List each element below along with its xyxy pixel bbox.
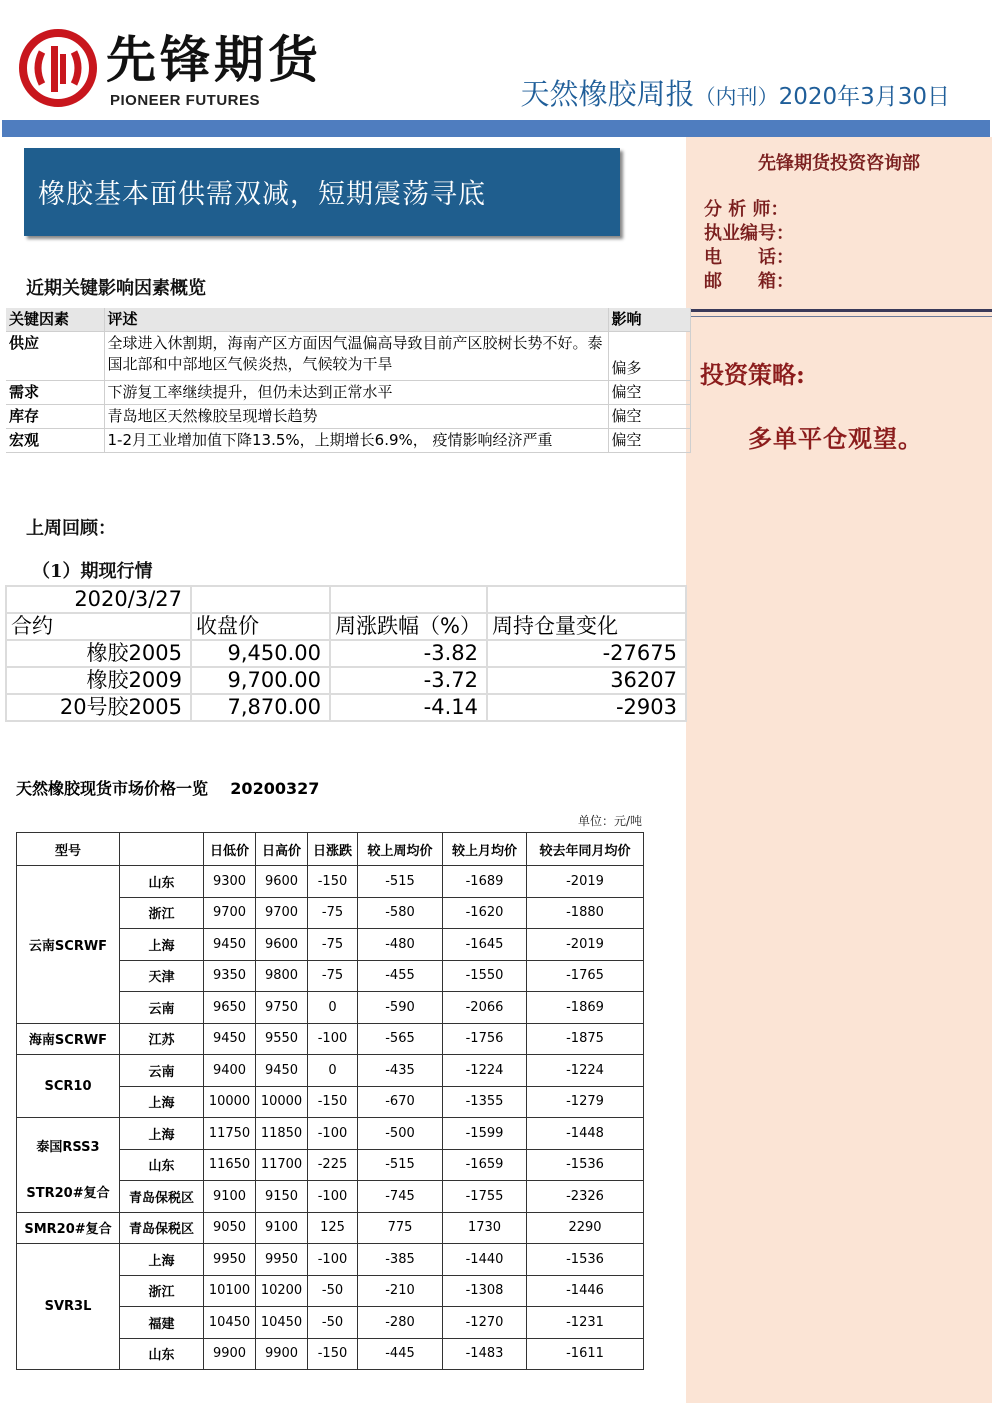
futures-table bbox=[5, 585, 687, 722]
vs-last-month: -1659 bbox=[443, 1149, 527, 1181]
daily-change: -75 bbox=[308, 929, 358, 961]
spot-price-table bbox=[16, 832, 644, 1370]
low-price: 9900 bbox=[204, 1338, 256, 1370]
low-price: 9450 bbox=[204, 929, 256, 961]
contract-name: 橡胶2005 bbox=[6, 640, 191, 667]
report-title bbox=[521, 72, 950, 113]
region: 浙江 bbox=[120, 1275, 204, 1307]
vs-last-month: -1355 bbox=[443, 1086, 527, 1118]
vs-last-week: -590 bbox=[358, 992, 443, 1024]
vs-last-month: -1308 bbox=[443, 1275, 527, 1307]
factor-row-macro bbox=[6, 429, 690, 453]
futures-date: 2020/3/27 bbox=[6, 586, 191, 613]
vs-last-month: -1645 bbox=[443, 929, 527, 961]
model-name: SCR10 bbox=[17, 1055, 120, 1118]
factors-header-row bbox=[6, 308, 690, 332]
low-price: 11650 bbox=[204, 1149, 256, 1181]
region: 云南 bbox=[120, 1055, 204, 1087]
high-price: 11700 bbox=[256, 1149, 308, 1181]
futures-date-row bbox=[6, 586, 686, 613]
vs-last-week: -580 bbox=[358, 897, 443, 929]
email-label: 邮 箱： bbox=[704, 271, 794, 292]
vs-last-week: -745 bbox=[358, 1181, 443, 1213]
brand-name-en: PIONEER FUTURES bbox=[110, 92, 261, 109]
daily-change: -100 bbox=[308, 1181, 358, 1213]
vs-last-week: -210 bbox=[358, 1275, 443, 1307]
region: 青岛保税区 bbox=[120, 1212, 204, 1244]
vs-last-month: -1440 bbox=[443, 1244, 527, 1276]
region: 天津 bbox=[120, 960, 204, 992]
high-price: 9450 bbox=[256, 1055, 308, 1087]
high-price: 9600 bbox=[256, 866, 308, 898]
model-cell-rss3-str20 bbox=[17, 1118, 120, 1213]
oi-change: -2903 bbox=[487, 694, 686, 721]
vs-last-year: -1611 bbox=[527, 1338, 644, 1370]
daily-change: -225 bbox=[308, 1149, 358, 1181]
spot-title-date: 20200327 bbox=[230, 779, 320, 798]
vs-last-month: -1620 bbox=[443, 897, 527, 929]
model-name: STR20#复合 bbox=[26, 1186, 110, 1201]
review-title: 上周回顾： bbox=[26, 518, 116, 539]
high-price: 10000 bbox=[256, 1086, 308, 1118]
futures-header-change: 周涨跌幅（%） bbox=[330, 613, 487, 640]
low-price: 9700 bbox=[204, 897, 256, 929]
vs-last-month: -1483 bbox=[443, 1338, 527, 1370]
region: 江苏 bbox=[120, 1023, 204, 1055]
spot-header-vs-week: 较上周均价 bbox=[358, 833, 443, 866]
vs-last-year: -1875 bbox=[527, 1023, 644, 1055]
report-title-main: 天然橡胶周报 bbox=[520, 77, 695, 111]
contract-name: 橡胶2009 bbox=[6, 667, 191, 694]
model-name: 海南SCRWF bbox=[17, 1023, 120, 1055]
vs-last-week: -515 bbox=[358, 866, 443, 898]
low-price: 9300 bbox=[204, 866, 256, 898]
factors-table bbox=[6, 308, 691, 453]
report-date: 2020年3月30日 bbox=[778, 84, 950, 110]
model-name: SVR3L bbox=[17, 1244, 120, 1370]
factor-row-supply bbox=[6, 332, 690, 381]
vs-last-year: -1446 bbox=[527, 1275, 644, 1307]
daily-change: -150 bbox=[308, 1086, 358, 1118]
vs-last-week: 775 bbox=[358, 1212, 443, 1244]
factor-impact: 偏空 bbox=[608, 405, 690, 429]
futures-row bbox=[6, 667, 686, 694]
vs-last-year: -1279 bbox=[527, 1086, 644, 1118]
daily-change: 125 bbox=[308, 1212, 358, 1244]
vs-last-month: -1756 bbox=[443, 1023, 527, 1055]
low-price: 9050 bbox=[204, 1212, 256, 1244]
low-price: 9450 bbox=[204, 1023, 256, 1055]
factor-key: 需求 bbox=[6, 381, 104, 405]
vs-last-year: 2290 bbox=[527, 1212, 644, 1244]
futures-header-contract: 合约 bbox=[6, 613, 191, 640]
vs-last-week: -500 bbox=[358, 1118, 443, 1150]
vs-last-week: -435 bbox=[358, 1055, 443, 1087]
region: 山东 bbox=[120, 1338, 204, 1370]
factor-key: 供应 bbox=[6, 332, 104, 381]
spot-row bbox=[17, 866, 644, 898]
analyst-label: 分 析 师： bbox=[704, 199, 789, 220]
vs-last-month: -1599 bbox=[443, 1118, 527, 1150]
spot-header-region bbox=[120, 833, 204, 866]
factor-key: 宏观 bbox=[6, 429, 104, 453]
vs-last-year: -2326 bbox=[527, 1181, 644, 1213]
vs-last-year: -1448 bbox=[527, 1118, 644, 1150]
factor-impact: 偏空 bbox=[608, 381, 690, 405]
daily-change: -150 bbox=[308, 1338, 358, 1370]
factors-header-comment: 评述 bbox=[104, 308, 608, 332]
region: 上海 bbox=[120, 1118, 204, 1150]
factor-comment: 青岛地区天然橡胶呈现增长趋势 bbox=[104, 405, 608, 429]
low-price: 9350 bbox=[204, 960, 256, 992]
region: 浙江 bbox=[120, 897, 204, 929]
region: 山东 bbox=[120, 1149, 204, 1181]
vs-last-year: -1536 bbox=[527, 1149, 644, 1181]
factor-row-demand bbox=[6, 381, 690, 405]
vs-last-month: -1224 bbox=[443, 1055, 527, 1087]
spot-header-change: 日涨跌 bbox=[308, 833, 358, 866]
region: 青岛保税区 bbox=[120, 1181, 204, 1213]
spot-header-vs-month: 较上月均价 bbox=[443, 833, 527, 866]
headline-text: 橡胶基本面供需双减，短期震荡寻底 bbox=[38, 179, 486, 210]
oi-change: 36207 bbox=[487, 667, 686, 694]
vs-last-month: -1550 bbox=[443, 960, 527, 992]
spot-header-low: 日低价 bbox=[204, 833, 256, 866]
phone-label: 电 话： bbox=[704, 247, 794, 268]
region: 上海 bbox=[120, 1244, 204, 1276]
high-price: 9150 bbox=[256, 1181, 308, 1213]
model-name: SMR20#复合 bbox=[17, 1212, 120, 1244]
futures-header-oi: 周持仓量变化 bbox=[487, 613, 686, 640]
futures-header-row bbox=[6, 613, 686, 640]
region: 上海 bbox=[120, 1086, 204, 1118]
close-price: 9,450.00 bbox=[191, 640, 330, 667]
daily-change: -100 bbox=[308, 1023, 358, 1055]
region: 上海 bbox=[120, 929, 204, 961]
license-label: 执业编号： bbox=[704, 223, 794, 244]
futures-row bbox=[6, 640, 686, 667]
daily-change: -75 bbox=[308, 960, 358, 992]
low-price: 10100 bbox=[204, 1275, 256, 1307]
factor-comment: 下游复工率继续提升，但仍未达到正常水平 bbox=[104, 381, 608, 405]
vs-last-week: -480 bbox=[358, 929, 443, 961]
headline-box bbox=[24, 148, 620, 236]
spot-header-row bbox=[17, 833, 644, 866]
vs-last-year: -1224 bbox=[527, 1055, 644, 1087]
factor-key: 库存 bbox=[6, 405, 104, 429]
factors-header-key: 关键因素 bbox=[6, 308, 104, 332]
factor-comment: 1-2月工业增加值下降13.5%，上期增长6.9%， 疫情影响经济严重 bbox=[104, 429, 608, 453]
region: 山东 bbox=[120, 866, 204, 898]
spot-table-title bbox=[16, 776, 319, 799]
futures-header-close: 收盘价 bbox=[191, 613, 330, 640]
model-name: 云南SCRWF bbox=[17, 866, 120, 1024]
daily-change: -100 bbox=[308, 1118, 358, 1150]
high-price: 9550 bbox=[256, 1023, 308, 1055]
vs-last-month: 1730 bbox=[443, 1212, 527, 1244]
spot-title-text: 天然橡胶现货市场价格一览 bbox=[16, 779, 209, 798]
vs-last-year: -1869 bbox=[527, 992, 644, 1024]
region: 云南 bbox=[120, 992, 204, 1024]
factors-title: 近期关键影响因素概览 bbox=[26, 278, 206, 299]
low-price: 9400 bbox=[204, 1055, 256, 1087]
factor-impact: 偏空 bbox=[608, 429, 690, 453]
spot-header-model: 型号 bbox=[17, 833, 120, 866]
vs-last-year: -2019 bbox=[527, 929, 644, 961]
factors-header-impact: 影响 bbox=[608, 308, 690, 332]
low-price: 10450 bbox=[204, 1307, 256, 1339]
spot-header-high: 日高价 bbox=[256, 833, 308, 866]
daily-change: 0 bbox=[308, 992, 358, 1024]
low-price: 9650 bbox=[204, 992, 256, 1024]
close-price: 9,700.00 bbox=[191, 667, 330, 694]
futures-row bbox=[6, 694, 686, 721]
spot-header-vs-year: 较去年同月均价 bbox=[527, 833, 644, 866]
oi-change: -27675 bbox=[487, 640, 686, 667]
vs-last-year: -2019 bbox=[527, 866, 644, 898]
vs-last-week: -515 bbox=[358, 1149, 443, 1181]
vs-last-week: -385 bbox=[358, 1244, 443, 1276]
high-price: 9950 bbox=[256, 1244, 308, 1276]
spot-row bbox=[17, 1244, 644, 1276]
pioneer-logo-icon bbox=[18, 28, 98, 108]
vs-last-week: -565 bbox=[358, 1023, 443, 1055]
sidebar-divider bbox=[690, 309, 992, 312]
vs-last-week: -670 bbox=[358, 1086, 443, 1118]
weekly-change: -3.82 bbox=[330, 640, 487, 667]
sidebar bbox=[686, 137, 992, 1403]
vs-last-week: -280 bbox=[358, 1307, 443, 1339]
high-price: 9600 bbox=[256, 929, 308, 961]
header-divider-bar bbox=[2, 120, 990, 137]
high-price: 9100 bbox=[256, 1212, 308, 1244]
low-price: 9100 bbox=[204, 1181, 256, 1213]
vs-last-year: -1880 bbox=[527, 897, 644, 929]
vs-last-week: -445 bbox=[358, 1338, 443, 1370]
sidebar-divider-thin bbox=[690, 316, 992, 317]
vs-last-month: -1270 bbox=[443, 1307, 527, 1339]
weekly-change: -4.14 bbox=[330, 694, 487, 721]
vs-last-month: -1689 bbox=[443, 866, 527, 898]
close-price: 7,870.00 bbox=[191, 694, 330, 721]
low-price: 9950 bbox=[204, 1244, 256, 1276]
high-price: 9900 bbox=[256, 1338, 308, 1370]
high-price: 9800 bbox=[256, 960, 308, 992]
daily-change: -50 bbox=[308, 1307, 358, 1339]
daily-change: -100 bbox=[308, 1244, 358, 1276]
daily-change: -75 bbox=[308, 897, 358, 929]
daily-change: -50 bbox=[308, 1275, 358, 1307]
high-price: 9700 bbox=[256, 897, 308, 929]
high-price: 10450 bbox=[256, 1307, 308, 1339]
daily-change: -150 bbox=[308, 866, 358, 898]
factor-comment: 全球进入休割期，海南产区方面因气温偏高导致目前产区胶树长势不好。泰国北部和中部地区气候炎热，气候较为干旱 bbox=[104, 332, 608, 381]
review-subtitle: （1）期现行情 bbox=[32, 561, 153, 582]
vs-last-month: -2066 bbox=[443, 992, 527, 1024]
strategy-label: 投资策略: bbox=[700, 360, 805, 389]
daily-change: 0 bbox=[308, 1055, 358, 1087]
unit-label: 单位：元/吨 bbox=[578, 814, 643, 828]
high-price: 9750 bbox=[256, 992, 308, 1024]
spot-row bbox=[17, 1055, 644, 1087]
contract-name: 20号胶2005 bbox=[6, 694, 191, 721]
report-title-sub: （内刊） bbox=[694, 85, 779, 109]
spot-row bbox=[17, 1023, 644, 1055]
factor-row-inventory bbox=[6, 405, 690, 429]
high-price: 10200 bbox=[256, 1275, 308, 1307]
brand-name-cn: 先锋期货 bbox=[106, 30, 322, 89]
model-name: 泰国RSS3 bbox=[36, 1140, 100, 1155]
vs-last-week: -455 bbox=[358, 960, 443, 992]
region: 福建 bbox=[120, 1307, 204, 1339]
spot-row bbox=[17, 1118, 644, 1150]
vs-last-year: -1231 bbox=[527, 1307, 644, 1339]
vs-last-year: -1765 bbox=[527, 960, 644, 992]
vs-last-year: -1536 bbox=[527, 1244, 644, 1276]
spot-row bbox=[17, 1212, 644, 1244]
strategy-text: 多单平仓观望。 bbox=[748, 424, 923, 453]
department-name: 先锋期货投资咨询部 bbox=[758, 153, 920, 174]
low-price: 11750 bbox=[204, 1118, 256, 1150]
high-price: 11850 bbox=[256, 1118, 308, 1150]
low-price: 10000 bbox=[204, 1086, 256, 1118]
factor-impact: 偏多 bbox=[608, 332, 690, 381]
weekly-change: -3.72 bbox=[330, 667, 487, 694]
vs-last-month: -1755 bbox=[443, 1181, 527, 1213]
